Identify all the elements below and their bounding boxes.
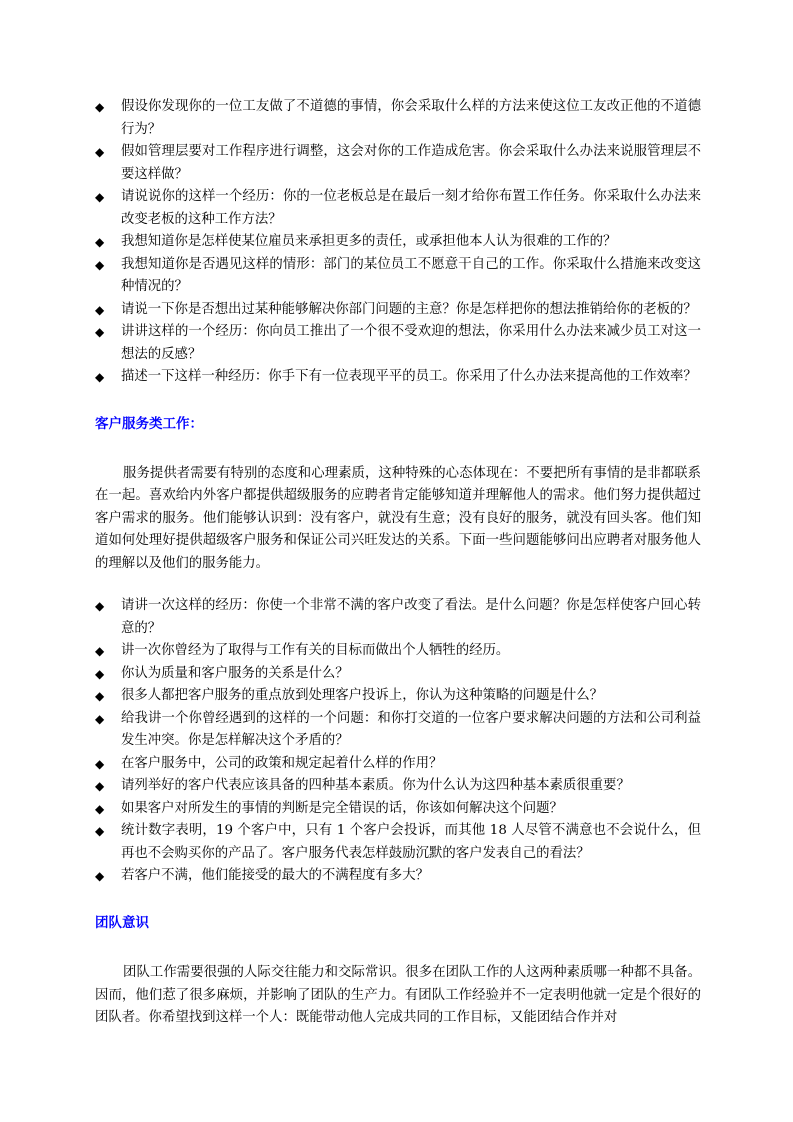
diamond-bullet-icon: ◆ — [95, 145, 105, 159]
section-heading-teamwork: 团队意识 — [95, 914, 149, 931]
list-item — [95, 141, 701, 186]
list-item — [95, 663, 701, 686]
diamond-bullet-icon: ◆ — [95, 190, 105, 204]
diamond-bullet-icon: ◆ — [95, 325, 105, 339]
list-item — [95, 254, 701, 299]
intro-paragraph-customer-service: 服务提供者需要有特别的态度和心理素质，这种特殊的心态体现在：不要把所有事情的是非都联系在一起。喜欢给内外客户都提供超级服务的应聘者肯定能够知道并理解他人的需求。他们努力提供超过客户需求的服务。他们能够认识到：没有客户，就没有生意；没有良好的服务，就没有回头客。他们知道如何处理好提供超级客户服务和保证公司兴旺发达的关系。下面一些问题能够问出应聘者对服务他人的理解以及他们的服务能力。 — [95, 465, 701, 571]
list-item-text: 你认为质量和客户服务的关系是什么？ — [121, 665, 349, 681]
diamond-bullet-icon: ◆ — [95, 711, 105, 726]
list-item-text: 假如管理层要对工作程序进行调整，这会对你的工作造成危害。你会采取什么办法来说服管理层不要这样做？ — [121, 144, 701, 182]
list-item-text: 讲一次你曾经为了取得与工作有关的目标而做出个人牺牲的经历。 — [121, 643, 510, 659]
diamond-bullet-icon: ◆ — [95, 689, 105, 704]
diamond-bullet-icon: ◆ — [95, 756, 105, 771]
diamond-bullet-icon: ◆ — [95, 370, 105, 384]
diamond-bullet-icon: ◆ — [95, 824, 105, 839]
list-item — [95, 820, 701, 865]
diamond-bullet-icon: ◆ — [95, 801, 105, 816]
section-heading-customer-service: 客户服务类工作： — [95, 415, 203, 432]
list-item — [95, 299, 701, 322]
list-item-text: 描述一下这样一种经历：你手下有一位表现平平的员工。你采用了什么办法来提高他的工作效率？ — [121, 369, 697, 384]
list-item-text: 很多人都把客户服务的重点放到处理客户投诉上，你认为这种策略的问题是什么？ — [121, 688, 604, 704]
diamond-bullet-icon: ◆ — [95, 779, 105, 794]
list-item-text: 请说一下你是否想出过某种能够解决你部门问题的主意？你是怎样把你的想法推销给你的老板的？ — [121, 301, 697, 317]
list-item — [95, 685, 701, 708]
list-item-text: 请讲一次这样的经历：你使一个非常不满的客户改变了看法。是什么问题？你是怎样使客户回心转意的？ — [121, 598, 701, 636]
list-item — [95, 640, 701, 663]
list-item — [95, 708, 701, 753]
list-item-text: 统计数字表明，19 个客户中，只有 1 个客户会投诉，而其他 18 人尽管不满意也不会说什么，但再也不会购买你的产品了。客户服务代表怎样鼓励沉默的客户发表自己的看法？ — [121, 823, 701, 861]
list-item — [95, 865, 701, 888]
diamond-bullet-icon: ◆ — [95, 100, 105, 114]
list-item-text: 如果客户对所发生的事情的判断是完全错误的话，你该如何解决这个问题？ — [121, 800, 563, 816]
diamond-bullet-icon: ◆ — [95, 599, 105, 614]
list-item — [95, 186, 701, 231]
list-item-text: 请列举好的客户代表应该具备的四种基本素质。你为什么认为这四种基本素质很重要？ — [121, 778, 630, 794]
list-item-text: 请说说你的这样一个经历：你的一位老板总是在最后一刻才给你布置工作任务。你采取什么办法来改变老板的这种工作方法？ — [121, 189, 701, 227]
diamond-bullet-icon: ◆ — [95, 302, 105, 317]
question-list-management — [95, 96, 701, 389]
list-item-text: 假设你发现你的一位工友做了不道德的事情，你会采取什么样的方法来使这位工友改正他的不道德行为？ — [121, 99, 701, 137]
diamond-bullet-icon: ◆ — [95, 235, 105, 249]
list-item-text: 我想知道你是否遇见这样的情形：部门的某位员工不愿意干自己的工作。你采取什么措施来改变这种情况的？ — [121, 256, 701, 294]
list-item-text: 我想知道你是怎样使某位雇员来承担更多的责任，或承担他本人认为很难的工作的？ — [121, 234, 617, 249]
document-body — [95, 96, 701, 1030]
list-item — [95, 595, 701, 640]
diamond-bullet-icon: ◆ — [95, 869, 105, 884]
list-item-text: 给我讲一个你曾经遇到的这样的一个问题：和你打交道的一位客户要求解决问题的方法和公司利益发生冲突。你是怎样解决这个矛盾的？ — [121, 710, 701, 749]
list-item — [95, 96, 701, 141]
list-item — [95, 321, 701, 366]
list-item-text: 在客户服务中，公司的政策和规定起着什么样的作用？ — [121, 755, 443, 771]
diamond-bullet-icon: ◆ — [95, 257, 105, 272]
list-item-text: 若客户不满，他们能接受的最大的不满程度有多大？ — [121, 868, 429, 884]
question-list-customer-service — [95, 595, 701, 888]
intro-paragraph-teamwork: 团队工作需要很强的人际交往能力和交际常识。很多在团队工作的人这两种素质哪一种都不具备。因而，他们惹了很多麻烦，并影响了团队的生产力。有团队工作经验并不一定表明他就一定是个很好的团队者。你希望找到这样一个人：既能带动他人完成共同的工作目标，又能团结合作并对 — [95, 964, 701, 1026]
list-item — [95, 753, 701, 776]
list-item — [95, 231, 701, 254]
diamond-bullet-icon: ◆ — [95, 666, 105, 681]
list-item — [95, 366, 701, 389]
list-item — [95, 798, 701, 821]
list-item — [95, 775, 701, 798]
diamond-bullet-icon: ◆ — [95, 644, 105, 659]
list-item-text: 讲讲这样的一个经历：你向员工推出了一个很不受欢迎的想法，你采用什么办法来减少员工对这一想法的反感？ — [121, 324, 701, 362]
